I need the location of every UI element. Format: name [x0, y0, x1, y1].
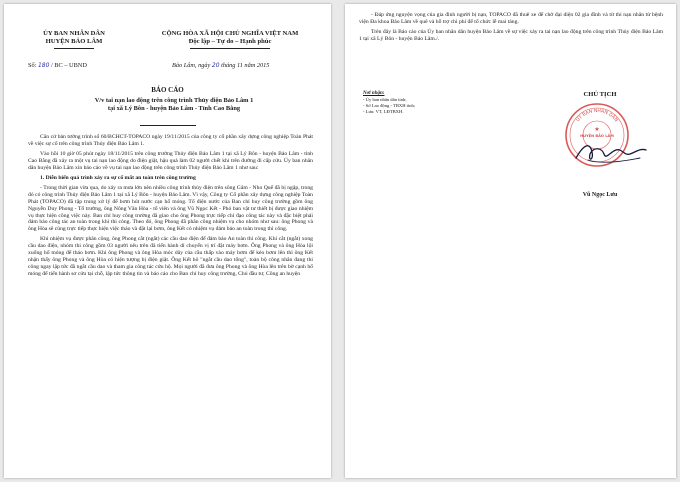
agency-underline [54, 48, 94, 49]
svg-text:ỦY BAN NHÂN DÂN: ỦY BAN NHÂN DÂN [575, 108, 619, 124]
doc-no-handwritten: 180 [37, 62, 50, 69]
document-page-2 [345, 4, 676, 478]
svg-text:★: ★ [594, 127, 600, 133]
document-page-1 [4, 4, 331, 478]
signer-name: Vũ Ngọc Lưu [582, 192, 618, 198]
doc-no-prefix: Số: [28, 62, 37, 69]
paragraph-events: Khi nhiệm vụ được phân công, ông Phong cắt (ngắt) các cầu dao điện để đảm bảo An toàn thi công. Khi cắt (ngắt) xong cầu dao điện, nhóm thi công gồm 03 người nêu trên đã tiến hành di chuyển vị trí đặt máy bơm. Ông Phong và ông Hòa lội xuống hố móng để tháo bơm. Khi ông Phong và ông Hòa móc dây của cầu thấp vào máy bơm để kéo bơm lên thì ông Kết nhận thấy ông Phong và ông Hòa có hiện tượng bị điện giật. Ông Kết hô "ngắt cầu dao tổng", toàn bộ công nhân đang thi công ngay lập tức đã ngắt cầu dao và tham gia công tác cứu hộ. Mọi người đã đưa ông Phong và ông Hòa lên trên bờ cạnh hố móng để tiến hành sơ cứu tại chỗ, lập tức thông tin và báo cáo cho Ban chỉ huy công trường, Chủ đầu tư, Công an huyện [28, 236, 313, 278]
paragraph-conclusion: Trên đây là Báo cáo của Ủy ban nhân dân huyện Bảo Lâm về sự việc xảy ra tai nạn lao động trên công trình Thủy điện Bảo Lâm 1 tại xã Lý Bôn - huyện Bảo Lâm./. [359, 28, 663, 42]
motto-line-1: CỘNG HÒA XÃ HỘI CHỦ NGHĨA VIỆT NAM [161, 30, 299, 37]
recipients-block [363, 91, 483, 115]
issuing-agency [26, 30, 122, 49]
section-heading-1: 1. Diễn biến quá trình xảy ra sự cố mất an toàn trên công trường [40, 174, 196, 181]
national-motto [136, 30, 324, 49]
date-line [172, 62, 269, 69]
date-prefix: Bảo Lâm, ngày [172, 62, 211, 69]
document-number [28, 62, 87, 69]
subject-line-2: tại xã Lý Bôn - huyện Bảo Lâm - Tỉnh Cao Bằng [107, 105, 241, 113]
signature-title: CHỦ TỊCH [583, 91, 617, 98]
report-subject [44, 97, 304, 113]
paragraph-basis: Căn cứ bản tường trình số 60/BCHCT-TOPACO ngày 19/11/2015 của công ty cổ phần xây dựng công nghiệp Toàn Phát về việc sự cố trên công trình Thủy điện Bảo Lâm 1. [28, 134, 313, 147]
report-body [28, 134, 313, 281]
recipient-item: - Ủy ban nhân dân tỉnh; [363, 97, 407, 102]
recipient-item: - Lưu: VT, LĐTBXH. [363, 109, 404, 114]
closing-text [359, 12, 663, 46]
paragraph-incident: Vào hồi 10 giờ 05 phút ngày 18/11/2015 trên công trường Thủy điện Bảo Lâm 1 tại xã Lý Bôn - huyện Bảo Lâm - tỉnh Cao Bằng đã xảy ra một vụ tai nạn lao động do điện giật, hậu quả làm 02 người chết khi trên đường đi cấp cứu. Ủy ban nhân dân huyện Bảo Lâm xin báo cáo về vụ tai nạn lao động trên công trình Thủy điện Bảo Lâm 1 như sau: [28, 150, 313, 171]
agency-line-1: ỦY BAN NHÂN DÂN [43, 30, 105, 37]
paragraph-support: - Đáp ứng nguyện vọng của gia đình người bị nạn, TOPACO đã thuê xe để chở đại diện 02 gia đình và từ thi nạn nhân từ bệnh viện Đa khoa Bảo Lâm về quê và hỗ trợ chi phí để tổ chức lễ mai táng. [359, 12, 663, 25]
date-suffix: tháng 11 năm 2015 [221, 62, 270, 69]
handwritten-signature [570, 138, 650, 168]
date-handwritten: 20 [211, 62, 220, 69]
subject-line-1: V/v tai nạn lao động trên công trình Thủy điện Bảo Lâm 1 [94, 97, 254, 104]
motto-underline [190, 48, 270, 49]
recipient-item: - Sở Lao động - TBXH tỉnh; [363, 103, 416, 108]
recipients-heading: Nơi nhận: [363, 91, 385, 96]
svg-text:HUYỆN BẢO LÂM: HUYỆN BẢO LÂM [580, 134, 614, 138]
paragraph-background: - Trong thời gian vừa qua, do xảy ra mưa lớn nên nhiều công trình thủy điện trên sông Gâm - Nho Quế đã bị ngập, trong đó có công trình Thủy điện Bảo Lâm 1 tại xã Lý Bôn - huyện Bảo Lâm. Vì vậy, Công ty Cổ phần xây dựng công nghiệp Toàn Phát (TOPACO) đã tập trung xử lý để bơm hút nước cạn hố móng. Tổ điện nước của Ban chỉ huy công trường gồm ông Nguyễn Duy Phong - Tổ trưởng, ông Nông Văn Hòa - tổ viên và ông Vũ Ngọc Kết - Phó ban vật tư thiết bị được giao nhiệm vụ thực hiện công việc này. Ban chỉ huy công trường đã giao cho ông Phong trực tiếp chỉ đạo công tác này và đặc biệt phải đảm bảo công tác an toàn trong khi thi công. Theo đó, ông Phong đã phân công nhiệm vụ cho nhóm như sau: ông Phong và ông Hòa sẽ cùng trực tiếp thực hiện việc tháo và đặt lại bơm, ông Kết có nhiệm vụ đảm bảo an toàn trong thi công. [28, 184, 313, 233]
report-title: BÁO CÁO [151, 86, 184, 94]
subject-underline [140, 125, 196, 126]
doc-no-suffix: / BC – UBND [51, 62, 87, 69]
motto-line-2: Độc lập – Tự do – Hạnh phúc [188, 38, 272, 46]
agency-line-2: HUYỆN BẢO LÂM [45, 38, 103, 46]
